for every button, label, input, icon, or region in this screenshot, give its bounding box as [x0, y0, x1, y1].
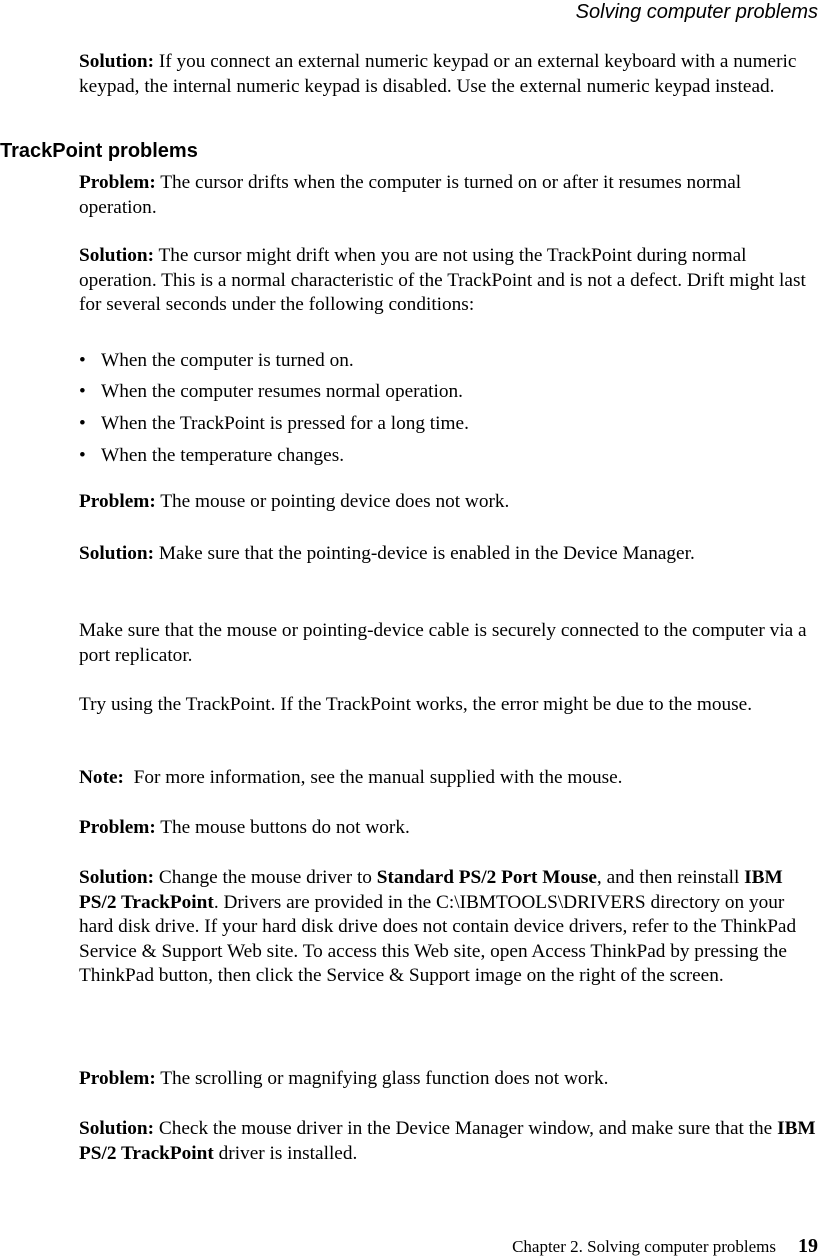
running-head: Solving computer problems: [575, 1, 818, 23]
note-text: For more information, see the manual supplied with the mouse.: [123, 767, 623, 788]
driver-name: IBM PS/2 TrackPoint: [79, 1118, 816, 1164]
list-item: [79, 380, 819, 404]
list-item-text: When the TrackPoint is pressed for a long time.: [101, 413, 469, 434]
footer-chapter: Chapter 2. Solving computer problems: [512, 1237, 776, 1256]
section-heading: TrackPoint problems: [0, 140, 198, 162]
bullet-icon: •: [79, 350, 86, 371]
scroll-solution-paragraph: [79, 1117, 819, 1166]
driver-name: IBM PS/2 TrackPoint: [79, 867, 783, 913]
solution-text: driver is installed.: [213, 1142, 358, 1164]
list-item-text: When the temperature changes.: [101, 445, 345, 466]
try-trackpoint-paragraph: Try using the TrackPoint. If the TrackPoint works, the error might be due to the mouse.: [79, 694, 753, 715]
list-item-text: When the computer is turned on.: [101, 350, 354, 371]
drift-problem-paragraph: [79, 171, 819, 220]
solution-label: Solution:: [79, 543, 155, 564]
problem-label: Problem:: [79, 491, 156, 512]
problem-label: Problem:: [79, 1068, 156, 1089]
page-footer: [512, 1234, 818, 1259]
solution-text: The cursor might drift when you are not using the TrackPoint during normal operation. This is a normal characteristic of the TrackPoint and is not a defect. Drift might last for several seconds under the following conditions:: [79, 245, 806, 315]
problem-text: The scrolling or magnifying glass function does not work.: [155, 1068, 609, 1089]
buttons-solution-paragraph: [79, 866, 819, 989]
solution-label: Solution:: [79, 51, 155, 72]
list-item: [79, 349, 819, 373]
solution-text: Check the mouse driver in the Device Manager window, and make sure that the: [154, 1118, 778, 1139]
mouse-solution-paragraph: [79, 542, 819, 567]
driver-name: Standard PS/2 Port Mouse: [376, 867, 597, 888]
note-label: Note:: [79, 767, 124, 788]
page-number: 19: [798, 1235, 818, 1257]
list-item: [79, 444, 819, 468]
problem-label: Problem:: [79, 172, 156, 193]
solution-text: Make sure that the pointing-device is enabled in the Device Manager.: [154, 543, 695, 564]
solution-text: , and then reinstall: [596, 867, 745, 888]
list-item-text: When the computer resumes normal operation.: [101, 381, 463, 402]
problem-text: The mouse buttons do not work.: [155, 817, 410, 838]
drift-solution-paragraph: [79, 244, 819, 318]
solution-label: Solution:: [79, 1118, 155, 1139]
list-item: [79, 412, 819, 436]
mouse-cable-paragraph: Make sure that the mouse or pointing-device cable is securely connected to the computer via a port replicator.: [79, 620, 807, 666]
solution-label: Solution:: [79, 245, 155, 266]
solution-text: Change the mouse driver to: [154, 867, 377, 888]
keypad-solution-paragraph: [79, 50, 819, 99]
bullet-icon: •: [79, 445, 86, 466]
bullet-icon: •: [79, 381, 86, 402]
solution-text: . Drivers are provided in the C:\IBMTOOLS\DRIVERS directory on your hard disk drive. If your hard disk drive does not contain device drivers, refer to the ThinkPad Service & Support Web site. To access this Web site, open Access ThinkPad by pressing the ThinkPad button, then click the Service & Support image on the right of the screen.: [79, 891, 797, 986]
bullet-icon: •: [79, 413, 86, 434]
solution-label: Solution:: [79, 867, 155, 888]
scroll-problem-paragraph: [79, 1067, 819, 1092]
mouse-problem-paragraph: [79, 490, 819, 515]
problem-label: Problem:: [79, 817, 156, 838]
buttons-problem-paragraph: [79, 816, 819, 841]
problem-text: The cursor drifts when the computer is turned on or after it resumes normal operation.: [79, 172, 742, 218]
note-paragraph: [79, 766, 819, 791]
problem-text: The mouse or pointing device does not work.: [155, 491, 510, 512]
solution-text: If you connect an external numeric keypad or an external keyboard with a numeric keypad, the internal numeric keypad is disabled. Use the external numeric keypad instead.: [79, 51, 797, 97]
